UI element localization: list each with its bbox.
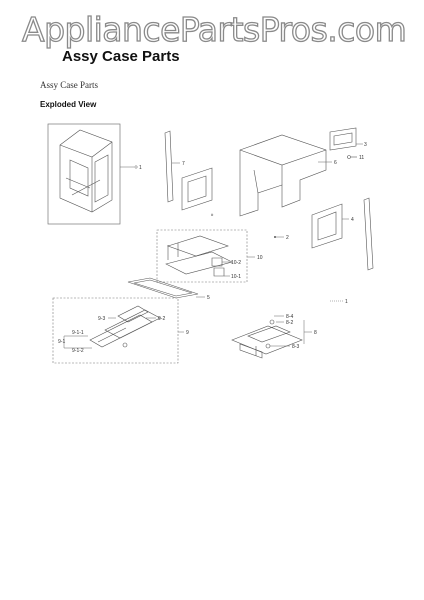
strip-part-7	[165, 131, 173, 202]
callout-11: 11	[359, 155, 365, 161]
callout-9-1: 9-1	[58, 339, 66, 345]
callout-7: 7	[182, 161, 185, 167]
section-label: Exploded View	[40, 100, 97, 109]
callout-marker	[274, 236, 276, 238]
main-case-part	[60, 130, 112, 212]
callout-3: 3	[364, 142, 367, 148]
callout-4: 4	[351, 217, 354, 223]
callout-5: 5	[207, 295, 210, 301]
callout-9-2: 9-2	[158, 316, 166, 322]
callout-marker	[135, 166, 137, 168]
callout-10: 10	[257, 255, 263, 261]
callout-8-2: 8-2	[286, 320, 294, 326]
page-title: Assy Case Parts	[62, 48, 180, 65]
watermark: AppliancePartsPros.com	[22, 10, 407, 49]
callout-6: 6	[334, 160, 337, 166]
callout-1: 1	[139, 165, 142, 171]
callout-2: 2	[286, 235, 289, 241]
panel-part-4	[312, 204, 342, 248]
assembly-9	[90, 306, 160, 347]
case-frame-box	[48, 124, 120, 224]
callout-9: 9	[186, 330, 189, 336]
top-cover-part-6	[240, 135, 326, 216]
right-strip	[364, 198, 373, 270]
assembly-10	[166, 236, 232, 276]
bar-part-5	[128, 278, 198, 298]
callout-8-3: 8-3	[292, 344, 300, 350]
callout-9-3: 9-3	[98, 316, 106, 322]
part-3	[330, 128, 356, 150]
subtitle: Assy Case Parts	[40, 80, 98, 90]
bracket-panel	[182, 168, 212, 210]
callout-10-1: 10-1	[231, 274, 242, 280]
screw-part-11	[348, 156, 358, 159]
callout-1-right: 1	[345, 299, 348, 305]
callout-8-4: 8-4	[286, 314, 294, 320]
callout-10-2: 10-2	[231, 260, 242, 266]
callout-8: 8	[314, 330, 317, 336]
callout-9-1-2: 9-1-2	[72, 348, 84, 354]
callout-9-1-1: 9-1-1	[72, 330, 84, 336]
small-mark: #	[211, 212, 214, 217]
